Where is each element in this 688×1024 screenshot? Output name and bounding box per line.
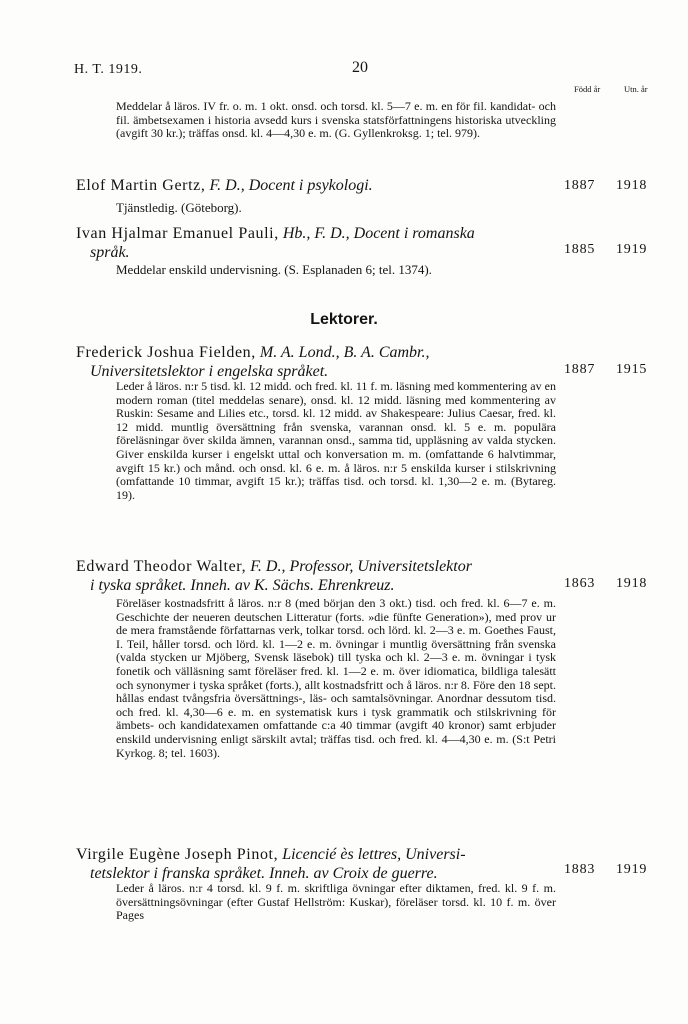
birth-year: 1885	[564, 242, 596, 257]
entry-heading	[76, 845, 561, 883]
person-name: Ivan Hjalmar Emanuel Pauli,	[76, 225, 279, 242]
person-title: M. A. Lond., B. A. Cambr.,	[259, 344, 430, 361]
entry-heading	[76, 343, 561, 381]
appointment-year: 1918	[616, 178, 648, 193]
appointment-year: 1919	[616, 862, 648, 877]
person-title-continued: tetslektor i franska språket. Inneh. av Croix de guerre.	[90, 865, 438, 882]
person-name: Edward Theodor Walter,	[76, 558, 247, 575]
running-head: H. T. 1919.	[74, 62, 143, 77]
appointment-year: 1919	[616, 242, 648, 257]
entry-heading	[76, 176, 561, 195]
birth-year: 1883	[564, 862, 596, 877]
page-number: 20	[352, 59, 368, 76]
entry-heading	[76, 224, 561, 262]
person-title-continued: Universitetslektor i engelska språket.	[90, 363, 329, 380]
birth-year: 1887	[564, 178, 596, 193]
birth-year: 1887	[564, 362, 596, 377]
person-name: Virgile Eugène Joseph Pinot,	[76, 846, 279, 863]
person-title-continued: i tyska språket. Inneh. av K. Sächs. Ehrenkreuz.	[90, 577, 395, 594]
person-name: Frederick Joshua Fielden,	[76, 344, 256, 361]
entry-heading	[76, 557, 561, 595]
person-title: F. D., Professor, Universitetslektor	[250, 558, 472, 575]
column-heading-appointed: Utn. år	[624, 84, 648, 94]
continuation-paragraph: Meddelar å läros. IV fr. o. m. 1 okt. onsd. och torsd. kl. 5—7 e. m. en för fil. kandidat- och fil. ämbetsexamen i historia avsedd kurs i svenska statsförfattningens historiska utveckling (avgift 30 kr.); träffas onsd. kl. 4—4,30 e. m. (G. Gyllenkroksg. 1; tel. 979).	[116, 99, 556, 141]
entry-details: Föreläser kostnadsfritt å läros. n:r 8 (med början den 3 okt.) tisd. och fred. kl. 6—7 e. m. Geschichte der neueren deutschen Litteratur (forts. »die fünfte Generation»), med prov ur de mera framstående författarnas verk, tolkar torsd. och lörd. kl. 2—3 e. m. Goethes Faust, I. Teil, håller torsd. och lörd. kl. 1—2 e. m. övningar i muntlig översättning från svenska (valda stycken ur Mjöberg, Svensk läsebok) till tyska och kl. 2—3 e. m. övningar i tysk fonetik och välläsning samt föreläser fred. kl. 1—2 e. m. över idiomatica, bildliga talesätt och synonymer i tyska språket (forts.), allt kostnadsfritt och å läros. n:r 8. Före den 18 sept. hållas endast tvångsfria översättnings-, läs- och samtalsövningar. Anordnar dessutom tisd. och fred. kl. 4,30—6 e. m. en systematisk kurs i tysk grammatik och stilskrivning för ämbets- och kandidatexamen omfattande c:a 40 timmar (avgift 40 kronor) samt erbjuder enskild undervisning enligt särskilt avtal; träffas tisd. och fred. kl. 4—4,30 e. m. (S:t Petri Kyrkog. 8; tel. 1603).	[116, 596, 556, 760]
person-title: Licencié ès lettres, Universi-	[282, 846, 466, 863]
appointment-year: 1915	[616, 362, 648, 377]
section-title: Lektorer.	[310, 311, 378, 328]
person-title: Hb., F. D., Docent i romanska	[282, 225, 475, 242]
birth-year: 1863	[564, 576, 596, 591]
column-heading-born: Född år	[574, 84, 601, 94]
entry-details: Leder å läros. n:r 4 torsd. kl. 9 f. m. skriftliga övningar efter diktamen, fred. kl. 9 f. m. översättningsövningar (efter Gustaf Hellström: Kuskar), föreläser torsd. kl. 10 f. m. över Pages	[116, 881, 556, 923]
entry-details: Tjänstledig. (Göteborg).	[116, 200, 242, 215]
entry-details: Meddelar enskild undervisning. (S. Esplanaden 6; tel. 1374).	[116, 262, 432, 277]
person-name: Elof Martin Gertz,	[76, 177, 206, 194]
person-title: F. D., Docent i psykologi.	[209, 177, 373, 194]
entry-details: Leder å läros. n:r 5 tisd. kl. 12 midd. och fred. kl. 11 f. m. läsning med kommentering av en modern roman (titel meddelas senare), onsd. kl. 12 midd. läsning med kommentering av Ruskin: Sesame and Lilies etc., torsd. kl. 12 midd. av Shakespeare: Julius Caesar, fred. kl. 12 midd. muntlig översättning från svenska, varannan onsd. kl. 5 e. m. populära föreläsningar över skilda ämnen, varannan onsd., samma tid, uppläsning av valda stycken. Giver enskilda kurser i engelskt uttal och konversation m. m. (omfattande 6 halvtimmar, avgift 15 kr.) och månd. och onsd. kl. 6 e. m. å läros. n:r 5 enskilda kurser i stilskrivning (omfattande 10 timmar, avgift 15 kr.); träffas tisd. och torsd. kl. 1,30—2 e. m. (Bytareg. 19).	[116, 379, 556, 502]
person-title-continued: språk.	[90, 244, 130, 261]
appointment-year: 1918	[616, 576, 648, 591]
